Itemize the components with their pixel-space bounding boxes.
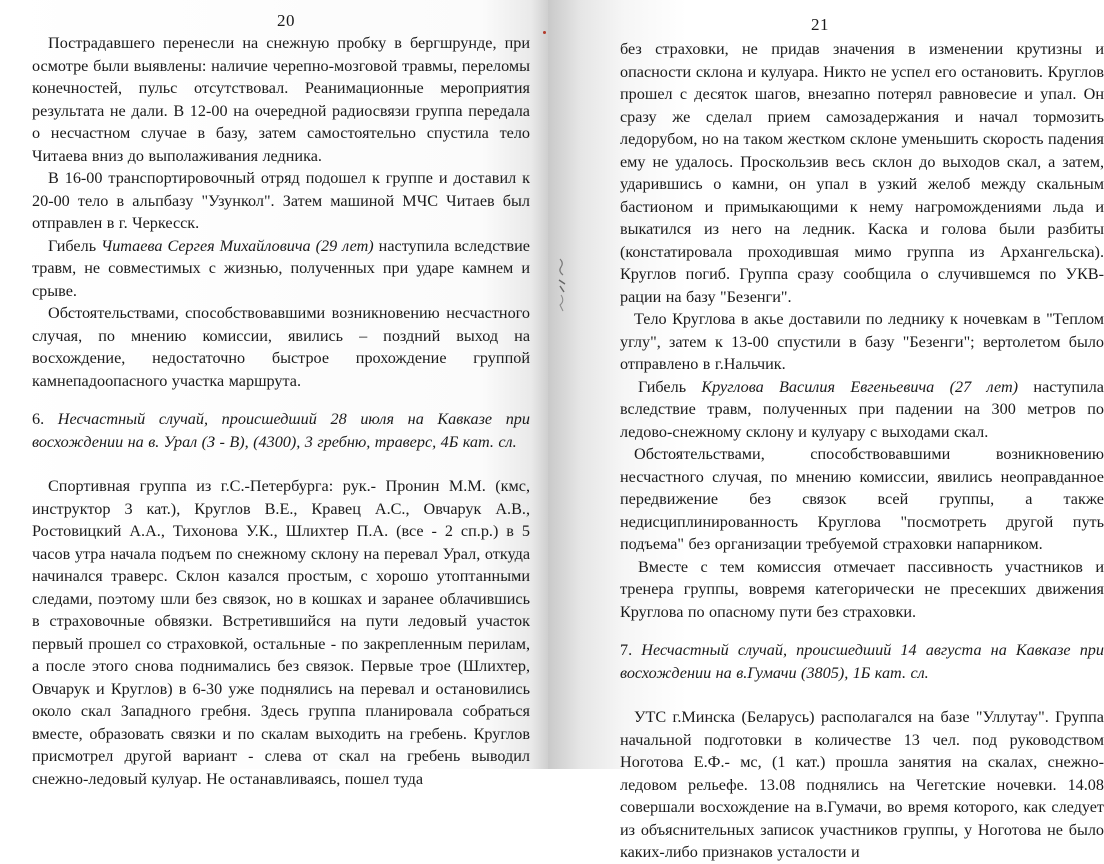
- paragraph-death-cause: [32, 235, 530, 303]
- paragraph-body-transport: Тело Круглова в акье доставили по леднику к ночевкам в "Теплом углу", затем к 13-00 спустили в базу "Безенги"; вертолетом было отправлено в г.Нальчик.: [620, 310, 1104, 373]
- left-page: [0, 0, 548, 788]
- section-heading-7: [620, 639, 1104, 684]
- section-number: 6.: [32, 410, 45, 428]
- section-title: Несчастный случай, происшедший 28 июля на Кавказе при восхождении на в. Урал (З - В), (4300), 3 гребню, траверс, 4Б кат. сл.: [32, 410, 530, 451]
- victim-name: Читаева Сергея Михайловича (29 лет): [101, 236, 374, 255]
- paragraph-circumstances: Обстоятельствами, способствовавшими возникновению несчастного случая, по мнению комиссии, явились неоправданное передвижение без связок всей группы, а также недисциплинированность Круглова "посмотреть другой путь подъема" без организации требуемой страховки напарником.: [620, 445, 1104, 553]
- paragraph-section-7-body: УТС г.Минска (Беларусь) располагался на базе "Уллутау". Группа начальной подготовки в количестве 13 чел. под руководством Ноготова Е.Ф.- мс, (1 кат.) прошла занятия на скалах, снежно-ледовом рельефе. 13.08 поднялись на Чегетские ночевки. 14.08 совершали восхождение на в.Гумачи, во время которого, как следует из объяснительных записок участников группы, у Ноготова не было каких-либо признаков усталости и: [620, 708, 1104, 861]
- spacer: [620, 684, 1100, 706]
- paragraph-death-cause: [620, 376, 1104, 444]
- victim-name: Круглова Василия Евгеньевича (27 лет): [701, 377, 1019, 396]
- death-text-end: наступила вследствие травм, не совместимых с жизнью, полученных при ударе камнем и срыве.: [32, 236, 530, 300]
- section-title: Несчастный случай, происшедший 14 августа на Кавказе при восхождении на в.Гумачи (3805), 1Б кат. сл.: [620, 641, 1104, 682]
- paragraph-circumstances: Обстоятельствами, способствовавшими возникновению несчастного случая, по мнению комиссии, явились – поздний выход на восхождение, недостаточно быстрое прохождение группой камнепадоопасного участка маршрута.: [32, 304, 530, 390]
- staple-mark: [557, 258, 567, 276]
- section-number: 7.: [620, 641, 633, 659]
- paragraph-continuation: без страховки, не придав значения в изменении крутизны и опасности склона и кулуара. Никто не успел его остановить. Круглов прошел с десяток шагов, внезапно потерял равновесие и упал. Он сразу же сделал прием самозадержания и начал тормозить ледорубом, но на таком жестком склоне уменьшить скорость падения ему не удалось. Проскользив весь склон до выходов скал, а затем, ударившись о камни, он упал в узкий желоб между скальным бастионом и примыкающими к нему нагромождениями льда и выкатился из него на ледник. Каска и голова были разбиты (констатировала проходившая мимо группа из Архангельска). Круглов погиб. Группа сразу сообщила о случившемся по УКВ-рации на базу "Безенги".: [620, 40, 1104, 306]
- page-number: 21: [811, 15, 829, 34]
- paragraph-commission-note: Вместе с тем комиссия отмечает пассивность участников и тренера группы, вовремя категорически не пресекших движения Круглова по опасному пути без страховки.: [620, 557, 1104, 621]
- spacer: [32, 453, 530, 475]
- page-number: 20: [277, 11, 295, 30]
- paragraph-victim-transfer: Пострадавшего перенесли на снежную пробку в бергшрунде, при осмотре были выявлены: наличие черепно-мозговой травмы, переломы конечностей, пульс отсутствовал. Реанимационные мероприятия результата не дали. В 12-00 на очередной радиосвязи группа передала о несчастном случае в базу, затем самостоятельно спустила тело Читаева вниз до выполаживания ледника.: [32, 34, 530, 165]
- right-page: [548, 0, 1104, 861]
- death-text-end: наступила вследствие травм, полученных при падении на 300 метров по ледово-снежному склону и кулуару с выходами скал.: [620, 377, 1104, 441]
- death-text-start: Гибель: [48, 236, 102, 255]
- ink-dot: [543, 31, 546, 34]
- death-text-start: Гибель: [638, 377, 702, 396]
- staple-mark: [557, 294, 567, 312]
- paragraph-transport: В 16-00 транспортировочный отряд подошел к группе и доставил к 20-00 тело в альпбазу "Узункол". Затем машиной МЧС Читаев был отправлен в г. Черкесск.: [32, 169, 530, 232]
- section-heading-6: [32, 408, 530, 453]
- paragraph-section-6-body: Спортивная группа из г.С.-Петербурга: рук.- Пронин М.М. (кмс, инструктор 3 кат.), Круглов В.Е., Кравец А.С., Овчарук А.В., Ростовицкий А.А., Тихонова У.К., Шлихтер П.А. (все - 2 сп.р.) в 5 часов утра начала подъем по снежному склону на перевал Урал, откуда начинался траверс. Склон казался простым, с хорошо утоптанными следами, поэтому шли без связок, но в кошках и заранее облачившись в страховочные обвязки. Встретившийся на пути ледовый участок первый прошел со страховкой, остальные - по закрепленным перилам, а после этого снова поднимались без связок. Первые трое (Шлихтер, Овчарук и Круглов) в 6-30 уже поднялись на перевал и остановились около скал Западного гребня. Здесь группа планировала собраться вместе, образовать связки и по скалам выходить на гребень. Круглов присмотрел другой вариант - слева от скал на гребень выводил снежно-ледовый кулуар. Не останавливаясь, пошел туда: [32, 477, 530, 788]
